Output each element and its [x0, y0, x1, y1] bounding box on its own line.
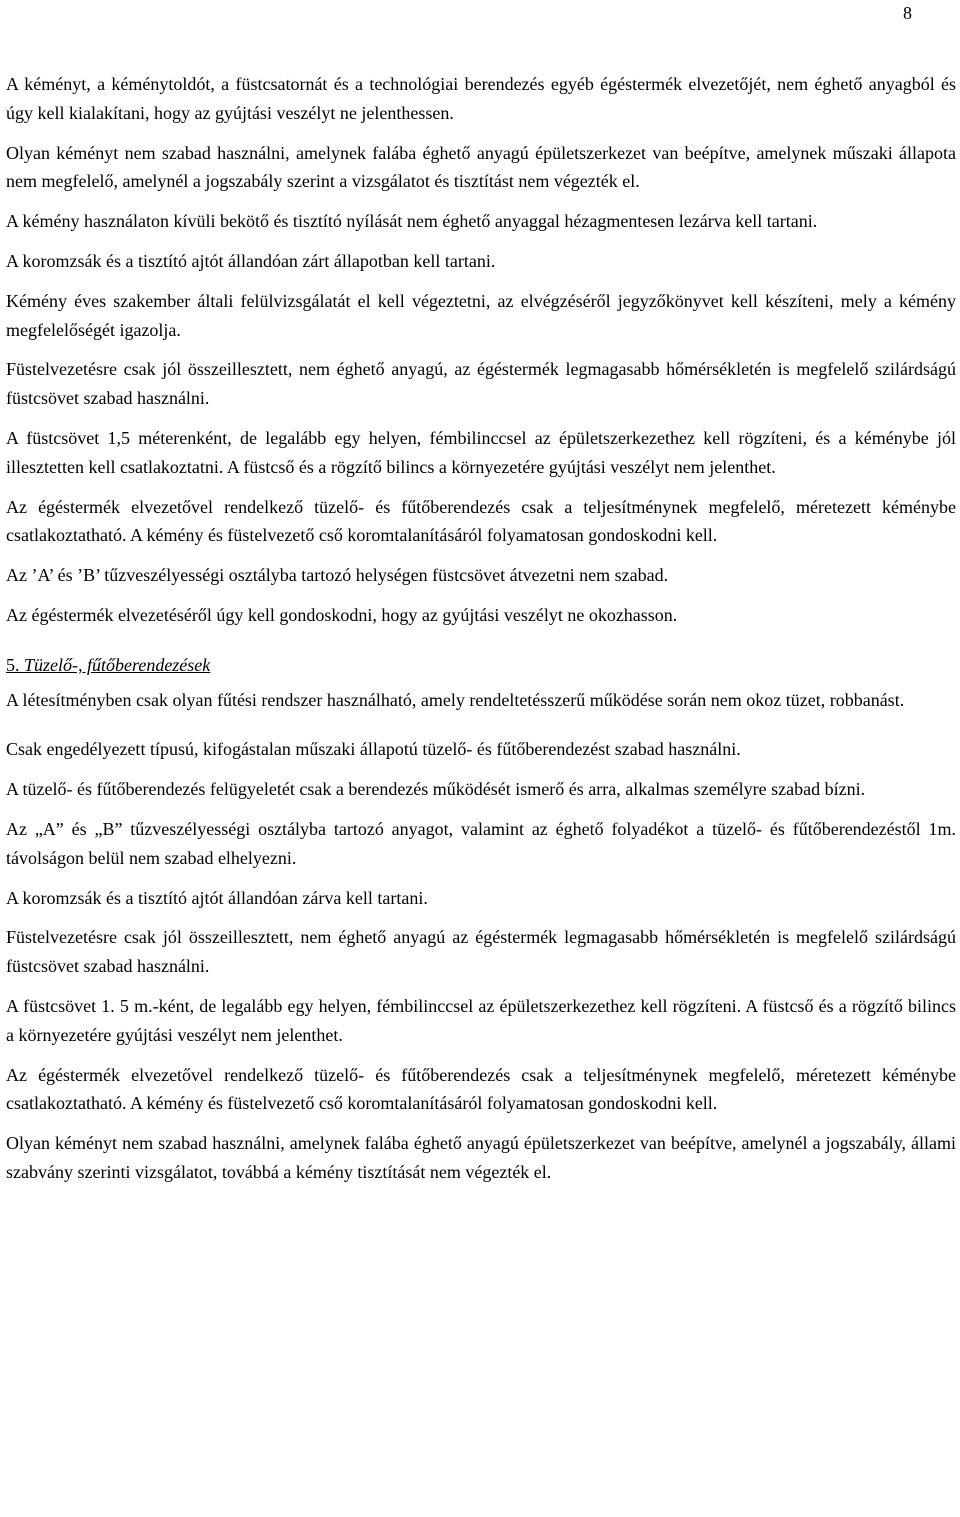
document-body — [6, 70, 956, 1198]
paragraph: Kémény éves szakember általi felülvizsgálatát el kell végeztetni, az elvégzéséről jegyzőkönyvet kell készíteni, mely a kémény megfelelőségét igazolja. — [6, 290, 956, 340]
paragraph: Az „A” és „B” tűzveszélyességi osztályba tartozó anyagot, valamint az éghető folyadékot a tüzelő- és fűtőberendezéstől 1m. távolságon belül nem szabad elhelyezni. — [6, 818, 956, 868]
paragraph: A füstcsövet 1. 5 m.-ként, de legalább egy helyen, fémbilinccsel az épületszerkezethez kell rögzíteni. A füstcső és a rögzítő bilincs a környezetére gyújtási veszélyt nem jelenthet. — [6, 995, 956, 1045]
section-title — [6, 651, 956, 680]
paragraph: A füstcsövet 1,5 méterenként, de legalább egy helyen, fémbilinccsel az épületszerkezethez kell rögzíteni, és a kéménybe jól illesztetten kell csatlakoztatni. A füstcső és a rögzítő bilincs a környezetére gyújtási veszélyt nem jelenthet. — [6, 427, 956, 477]
paragraph: A kémény használaton kívüli bekötő és tisztító nyílását nem éghető anyaggal hézagmentesen lezárva kell tartani. — [6, 211, 818, 232]
paragraph: Füstelvezetésre csak jól összeillesztett, nem éghető anyagú az égéstermék legmagasabb hőmérsékletén is megfelelő szilárdságú füstcsövet szabad használni. — [6, 927, 956, 977]
page-number: 8 — [903, 3, 912, 23]
paragraph: Csak engedélyezett típusú, kifogástalan műszaki állapotú tüzelő- és fűtőberendezést szabad használni. — [6, 739, 741, 760]
paragraph: Füstelvezetésre csak jól összeillesztett, nem éghető anyagú, az égéstermék legmagasabb hőmérsékletén is megfelelő szilárdságú füstcsövet szabad használni. — [6, 359, 956, 409]
section-title-text: Tüzelő-, fűtőberendezések — [24, 654, 211, 675]
paragraph: A koromzsák és a tisztító ajtót állandóan zárva kell tartani. — [6, 887, 428, 908]
paragraph: Az ’A’ és ’B’ tűzveszélyességi osztályba tartozó helységen füstcsövet átvezetni nem szabad. — [6, 565, 669, 586]
paragraph: A létesítményben csak olyan fűtési rendszer használható, amely rendeltetésszerű működése során nem okoz tüzet, robbanást. — [6, 689, 905, 710]
paragraph: Az égéstermék elvezetéséről úgy kell gondoskodni, hogy az gyújtási veszélyt ne okozhasson. — [6, 604, 678, 625]
paragraph: Az égéstermék elvezetővel rendelkező tüzelő- és fűtőberendezés csak a teljesítménynek megfelelő, méretezett kéménybe csatlakoztatható. A kémény és füstelvezető cső koromtalanításáról folyamatosan gondoskodni kell. — [6, 1064, 956, 1114]
paragraph: A koromzsák és a tisztító ajtót állandóan zárt állapotban kell tartani. — [6, 250, 496, 271]
section-number: 5. — [6, 654, 20, 675]
paragraph: A tüzelő- és fűtőberendezés felügyeletét csak a berendezés működését ismerő és arra, alkalmas személyre szabad bízni. — [6, 779, 866, 800]
paragraph: A kéményt, a kéménytoldót, a füstcsatornát és a technológiai berendezés egyéb égéstermék elvezetőjét, nem éghető anyagból és úgy kell kialakítani, hogy az gyújtási veszélyt ne jelenthessen. — [6, 74, 956, 123]
paragraph: Az égéstermék elvezetővel rendelkező tüzelő- és fűtőberendezés csak a teljesítménynek megfelelő, méretezett kéménybe csatlakoztatható. A kémény és füstelvezető cső koromtalanításáról folyamatosan gondoskodni kell. — [6, 496, 956, 546]
paragraph: Olyan kéményt nem szabad használni, amelynek falába éghető anyagú épületszerkezet van beépítve, amelynek műszaki állapota nem megfelelő, amelynél a jogszabály szerint a vizsgálatot és tisztítást nem végezték el. — [6, 142, 956, 192]
paragraph: Olyan kéményt nem szabad használni, amelynek falába éghető anyagú épületszerkezet van beépítve, amelynél a jogszabály, állami szabvány szerinti vizsgálatot, továbbá a kémény tisztítását nem végezték el. — [6, 1133, 956, 1182]
